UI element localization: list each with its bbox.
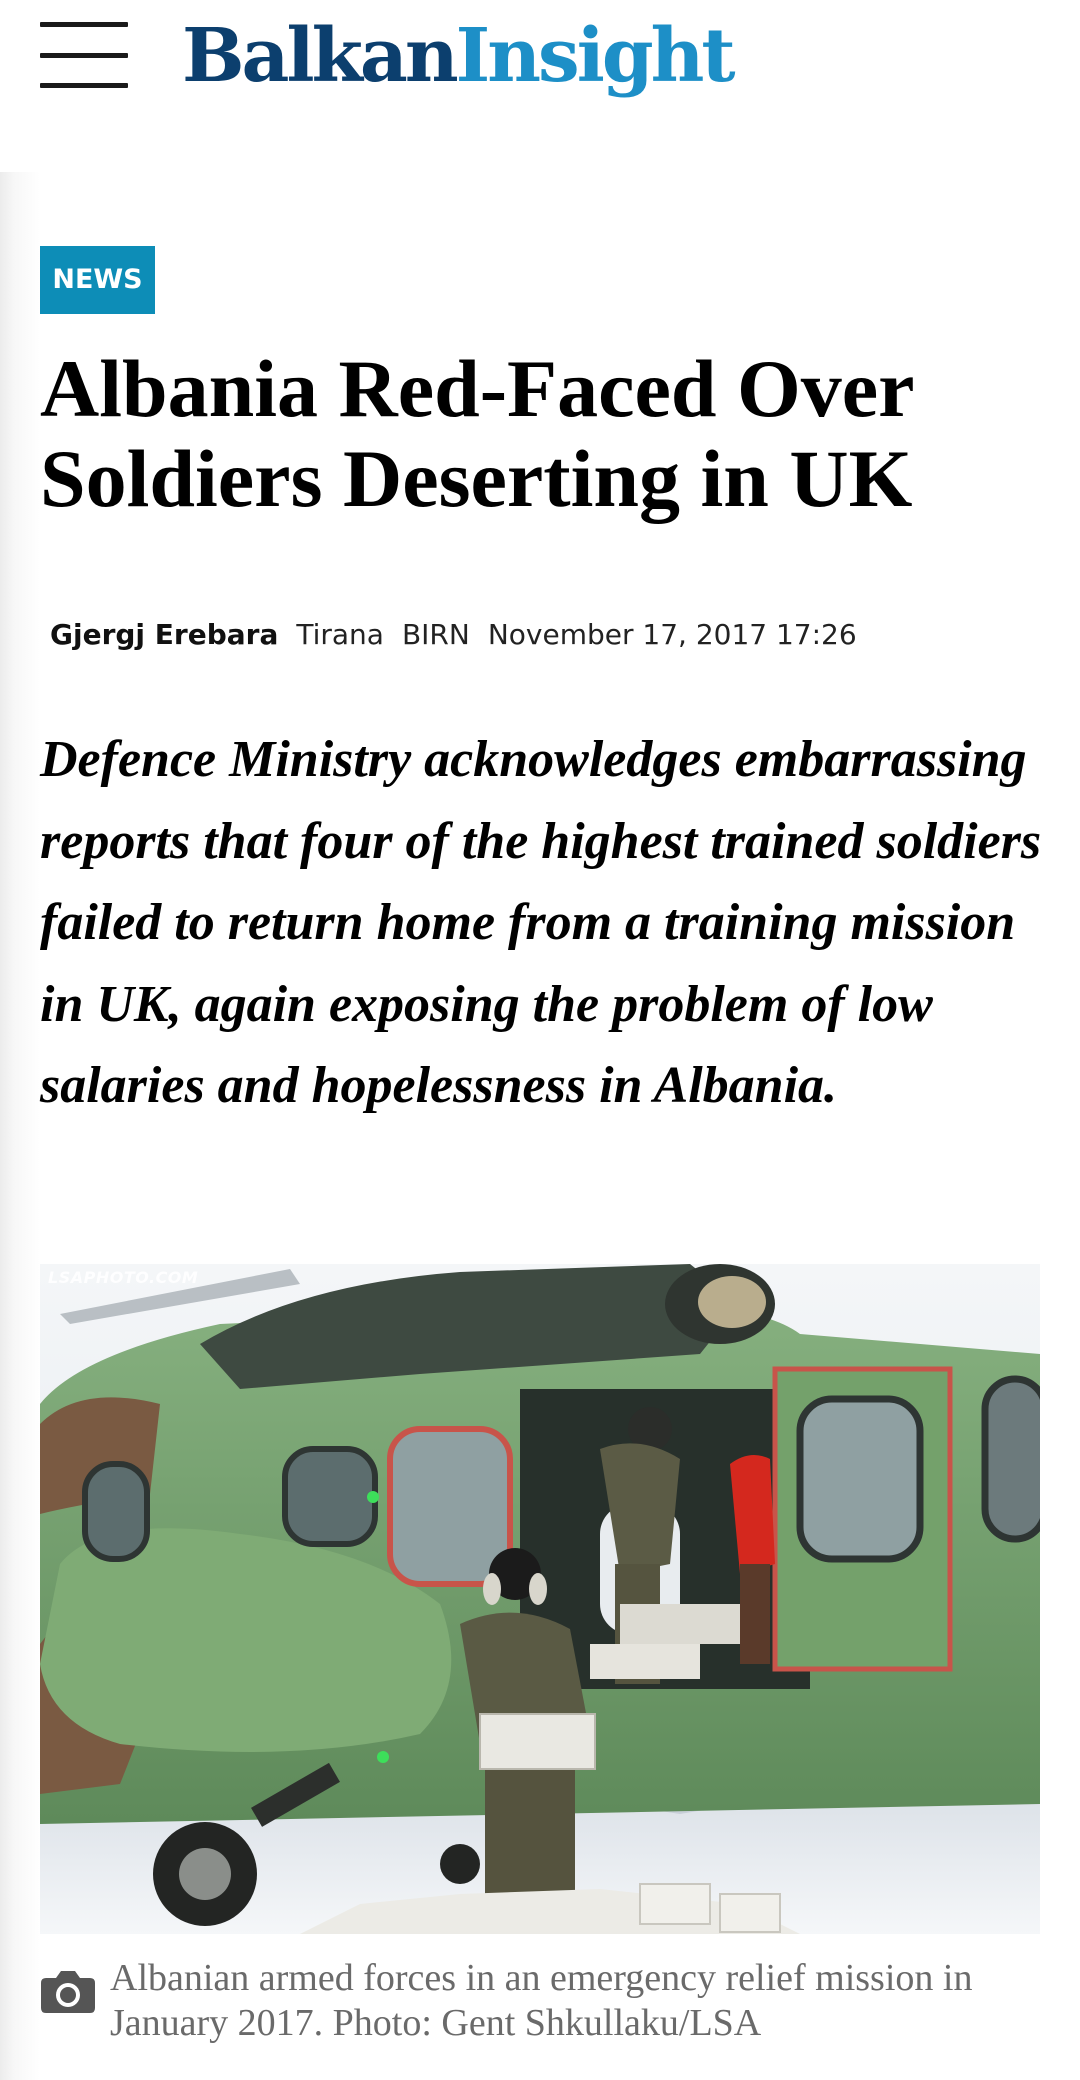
author-link[interactable]: Gjergj Erebara [50, 617, 279, 651]
article-photo[interactable] [40, 1264, 1040, 1934]
camera-icon [40, 1968, 96, 2014]
article-lead: Defence Ministry acknowledges embarrassing reports that four of the highest trained soldiers failed to return home from a training mission in UK, again exposing the problem of low salaries and hopelessness in Albania. [40, 731, 1042, 1114]
photo-watermark: LSAPHOTO.COM [48, 1268, 199, 1287]
byline [50, 614, 857, 654]
site-header [0, 0, 1080, 172]
helicopter-photo-illustration [40, 1264, 1040, 1934]
category-badge[interactable]: NEWS [40, 246, 155, 314]
hamburger-icon[interactable] [40, 22, 128, 88]
byline-organization: BIRN [401, 617, 470, 651]
byline-date: November 17, 2017 17:26 [487, 617, 857, 651]
logo-text-insight: Insight [455, 13, 733, 99]
article-container [0, 172, 1080, 2080]
caption-text: Albanian armed forces in an emergency relief mission in January 2017. Photo: Gent Shkullaku/LSA [110, 1957, 973, 2044]
byline-location: Tirana [296, 617, 384, 651]
site-logo[interactable] [182, 6, 733, 106]
article-title: Albania Red-Faced Over Soldiers Deserting in UK [40, 343, 914, 524]
logo-text-balkan: Balkan [182, 13, 456, 99]
